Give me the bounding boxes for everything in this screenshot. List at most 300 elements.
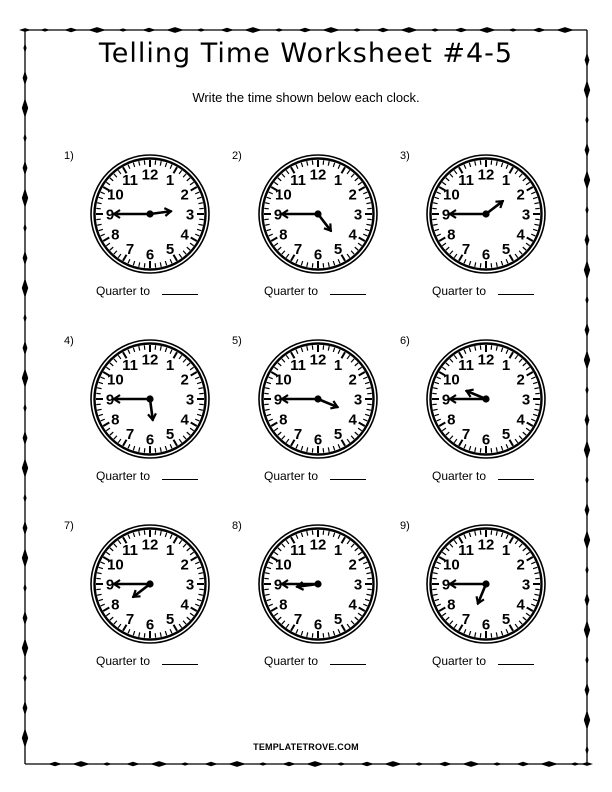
clock-tick [160,531,161,535]
clock-tick [496,262,497,266]
clock-tick [333,446,334,450]
clock-tick [170,444,172,448]
clock-tick [435,229,439,230]
clock-tick [99,599,103,600]
clock-tick [296,535,298,539]
clock-wrapper [425,338,547,460]
clock-tick [118,170,121,174]
answer-line [96,653,198,668]
clock-tick [301,261,302,265]
analog-clock [89,338,211,460]
worksheet-title: Telling Time Worksheet #4-5 [98,38,514,69]
border-diamond [585,503,590,518]
clock-tick [469,446,470,450]
clock-number: 5 [333,426,343,444]
clock-number: 7 [461,241,471,259]
clock-number: 9 [441,391,451,409]
border-diamond [516,762,530,766]
clock-tick [347,254,350,258]
clock-center-pin [146,395,153,402]
clock-number: 12 [309,351,327,369]
clock-tick [519,436,522,439]
clock-tick [366,573,370,574]
clock-tick [506,259,508,263]
clock-tick [195,234,199,236]
clock-number: 8 [111,596,120,614]
clock-tick [439,238,445,242]
clock-tick [519,621,522,624]
clock-number: 9 [441,206,451,224]
clock-tick [464,350,466,354]
clock-tick [534,203,538,204]
problem-number: 6) [400,335,410,347]
border-diamond [508,28,518,31]
clock-tick [265,594,269,595]
clock-tick [523,363,526,366]
clock-tick [527,187,533,191]
clock-tick [496,632,497,636]
answer-line [264,653,366,668]
clock-tick [355,363,358,366]
clock-tick [265,203,269,204]
answer-prefix: Quarter to [264,284,319,298]
clock-tick [333,163,334,167]
clock-tick [307,632,308,636]
answer-blank[interactable] [498,283,534,295]
clock-tick [531,604,535,606]
answer-line [264,468,366,483]
clock-tick [527,608,533,612]
clock-number: 9 [273,391,283,409]
clock-tick [501,348,502,352]
clock-tick [97,594,101,595]
clock-tick [338,444,340,448]
clock-tick [139,531,140,535]
clock-tick [187,178,190,181]
clock-number: 7 [125,611,135,629]
clock-number: 10 [107,186,124,204]
instructions: Write the time shown below each clock. [192,90,420,105]
clock-tick [527,372,533,376]
clock-tick [454,355,457,359]
clock-tick [469,631,470,635]
clock-tick [179,540,182,544]
clock-tick [286,624,289,628]
border-diamond [204,762,218,766]
clock-tick [439,608,445,612]
border-diamond [23,251,28,266]
border-diamond [360,762,374,766]
border-diamond [584,170,590,190]
clock-tick [170,350,172,354]
clock-tick [99,197,103,198]
clock-tick [170,259,172,263]
clock-tick [265,409,269,410]
answer-blank[interactable] [162,653,198,665]
clock-tick [464,629,466,633]
clock-tick [450,174,453,177]
border-diamond [585,683,590,698]
clock-tick [328,161,329,165]
problem-number: 5) [232,335,242,347]
clock-wrapper [257,153,379,275]
clock-number: 9 [105,576,115,594]
clock-tick [534,224,538,225]
clock-tick [526,367,530,370]
clock-number: 5 [333,241,343,259]
clock-tick [358,428,362,431]
clock-number: 2 [180,371,189,389]
clock-tick [359,423,365,427]
border-diamond [585,655,588,665]
clock-number: 6 [481,246,491,264]
analog-clock [425,523,547,645]
clock-tick [301,446,302,450]
clock-tick [523,432,526,435]
problem-number: 8) [232,520,242,532]
clock-number: 10 [107,371,124,389]
clock-tick [101,234,105,236]
clock-tick [195,562,199,564]
clock-tick [195,604,199,606]
clock-tick [515,170,518,174]
clock-tick [190,552,194,555]
clock-number: 4 [348,226,357,244]
answer-prefix: Quarter to [432,654,487,668]
clock-tick [301,348,302,352]
clock-number: 10 [275,186,292,204]
clock-number: 6 [145,431,155,449]
clock-number: 3 [521,391,531,409]
clock-number: 3 [521,576,531,594]
clock-tick [435,599,439,600]
clock-tick [526,552,530,555]
border-diamond [22,638,28,658]
clock-number: 4 [516,226,525,244]
clock-tick [533,599,537,600]
border-diamond [585,565,588,575]
clock-tick [351,436,354,439]
clock-number: 6 [481,616,491,634]
clock-number: 10 [275,371,292,389]
clock-tick [437,419,441,421]
clock-tick [267,382,271,383]
clock-tick [118,624,121,628]
clock-tick [139,447,140,451]
border-diamond [22,548,28,568]
clock-tick [366,224,370,225]
clock-tick [446,548,449,551]
clock-tick [139,161,140,165]
border-diamond [220,28,234,32]
clock-number: 3 [185,206,195,224]
border-diamond [244,27,262,33]
clock-tick [133,163,134,167]
clock-tick [110,432,113,435]
clock-tick [355,548,358,551]
clock-tick [531,234,535,236]
clock-tick [97,409,101,410]
border-diamond [462,761,480,767]
clock-tick [183,251,186,254]
answer-line [96,283,198,298]
clock-tick [296,259,298,263]
clock-tick [523,178,526,181]
clock-tick [190,613,194,616]
border-diamond [585,323,590,338]
clock-tick [103,238,109,242]
clock-tick [190,182,194,185]
clock-tick [179,624,182,628]
clock-tick [307,262,308,266]
clock-tick [160,262,161,266]
clock-tick [464,535,466,539]
clock-tick [464,259,466,263]
clock-tick [359,238,365,242]
clock-wrapper [89,338,211,460]
clock-tick [133,261,134,265]
clock-tick [526,243,530,246]
border-diamond [19,28,31,32]
clock-tick [191,238,197,242]
border-diamond [400,27,418,33]
clock-tick [198,409,202,410]
clock-number: 11 [122,171,138,189]
clock-tick [128,165,130,169]
clock-tick [358,613,362,616]
clock-number: 4 [180,411,189,429]
clock-number: 11 [122,356,138,374]
clock-tick [442,243,446,246]
clock-tick [198,203,202,204]
answer-prefix: Quarter to [96,284,151,298]
answer-blank[interactable] [330,283,366,295]
analog-clock [89,153,211,275]
clock-tick [454,170,457,174]
clock-tick [278,432,281,435]
clock-tick [191,608,197,612]
clock-number: 2 [348,186,357,204]
clock-tick [359,557,365,561]
clock-number: 1 [501,541,511,559]
clock-tick [274,182,278,185]
clock-tick [469,163,470,167]
clock-tick [106,367,110,370]
clock-tick [133,348,134,352]
clock-tick [282,251,285,254]
clock-tick [114,621,117,624]
clock-tick [366,594,370,595]
clock-tick [179,439,182,443]
clock-tick [282,359,285,362]
clock-tick [267,567,271,568]
clock-tick [531,419,535,421]
clock-tick [437,192,441,194]
answer-blank[interactable] [330,653,366,665]
clock-number: 11 [458,171,474,189]
clock-tick [114,174,117,177]
clock-tick [351,359,354,362]
border-diamond [282,762,296,766]
border-diamond [23,431,28,446]
clock-tick [435,567,439,568]
clock-tick [359,187,365,191]
clock-tick [139,632,140,636]
border-diamond [306,761,324,767]
clock-tick [523,247,526,250]
clock-number: 1 [333,541,343,559]
clock-tick [265,224,269,225]
clock-tick [359,372,365,376]
border-diamond [584,440,590,460]
clock-tick [274,243,278,246]
clock-number: 6 [145,246,155,264]
clock-tick [183,436,186,439]
clock-number: 12 [477,536,495,554]
clock-tick [347,355,350,359]
clock-number: 10 [275,556,292,574]
border-diamond [585,205,588,215]
clock-tick [274,428,278,431]
clock-tick [359,608,365,612]
border-diamond [23,673,26,683]
clock-tick [328,262,329,266]
answer-blank[interactable] [162,283,198,295]
clock-tick [496,447,497,451]
border-diamond [274,28,284,31]
clock-number: 5 [165,241,175,259]
clock-problem [232,150,402,330]
border-diamond [336,762,346,765]
border-diamond [540,761,558,767]
footer-site-name: TEMPLATETROVE.COM [253,742,359,752]
clock-tick [269,234,273,236]
clock-tick [269,377,273,379]
clock-number: 11 [290,171,306,189]
clock-tick [328,531,329,535]
clock-tick [355,617,358,620]
clock-number: 9 [105,206,115,224]
answer-line [264,283,366,298]
clock-tick [506,444,508,448]
clock-tick [307,346,308,350]
clock-tick [328,346,329,350]
clock-number: 12 [477,351,495,369]
answer-prefix: Quarter to [96,469,151,483]
clock-tick [128,535,130,539]
clock-tick [446,178,449,181]
border-diamond [228,761,246,767]
border-diamond [414,762,424,765]
clock-tick [515,540,518,544]
clock-tick [439,423,445,427]
clock-tick [328,447,329,451]
clock-tick [97,388,101,389]
clock-tick [534,409,538,410]
clock-tick [274,613,278,616]
clock-number: 7 [125,426,135,444]
clock-tick [515,624,518,628]
border-diamond [478,27,496,33]
clock-tick [274,552,278,555]
clock-wrapper [425,523,547,645]
clock-number: 7 [293,426,303,444]
clock-tick [527,557,533,561]
clock-tick [523,617,526,620]
clock-tick [358,552,362,555]
clock-tick [355,432,358,435]
border-diamond [584,350,590,370]
answer-blank[interactable] [330,468,366,480]
clock-number: 4 [348,411,357,429]
clock-tick [110,548,113,551]
clock-tick [170,535,172,539]
clock-number: 4 [180,226,189,244]
border-diamond [88,27,106,33]
clock-tick [197,197,201,198]
border-diamond [584,620,590,640]
clock-center-pin [482,210,489,217]
clock-tick [179,170,182,174]
clock-tick [165,163,166,167]
answer-blank[interactable] [498,653,534,665]
clock-tick [519,544,522,547]
clock-number: 4 [516,411,525,429]
clock-wrapper [257,523,379,645]
clock-tick [501,163,502,167]
border-diamond [585,143,590,158]
clock-tick [191,372,197,376]
answer-blank[interactable] [498,468,534,480]
clock-tick [533,229,537,230]
border-diamond [23,583,26,593]
clock-tick [437,377,441,379]
clock-tick [282,436,285,439]
clock-tick [183,174,186,177]
clock-problem [400,520,570,700]
clock-number: 7 [293,611,303,629]
clock-tick [165,631,166,635]
clock-tick [106,428,110,431]
border-diamond [585,385,588,395]
clock-tick [366,203,370,204]
clock-tick [99,567,103,568]
border-diamond [23,313,26,323]
clock-tick [496,346,497,350]
clock-tick [191,423,197,427]
clock-number: 8 [447,411,456,429]
clock-tick [133,533,134,537]
answer-blank[interactable] [162,468,198,480]
clock-tick [133,446,134,450]
clock-tick [187,363,190,366]
clock-tick [365,382,369,383]
clock-tick [187,432,190,435]
clock-tick [187,548,190,551]
clock-tick [269,604,273,606]
border-diamond [570,762,580,765]
clock-tick [515,355,518,359]
clock-tick [197,382,201,383]
border-diamond [118,28,128,31]
border-diamond [64,28,78,32]
clock-number: 3 [353,576,363,594]
clock-tick [267,197,271,198]
border-diamond [492,762,502,765]
clock-tick [338,350,340,354]
clock-problem [400,150,570,330]
border-diamond [102,762,112,765]
